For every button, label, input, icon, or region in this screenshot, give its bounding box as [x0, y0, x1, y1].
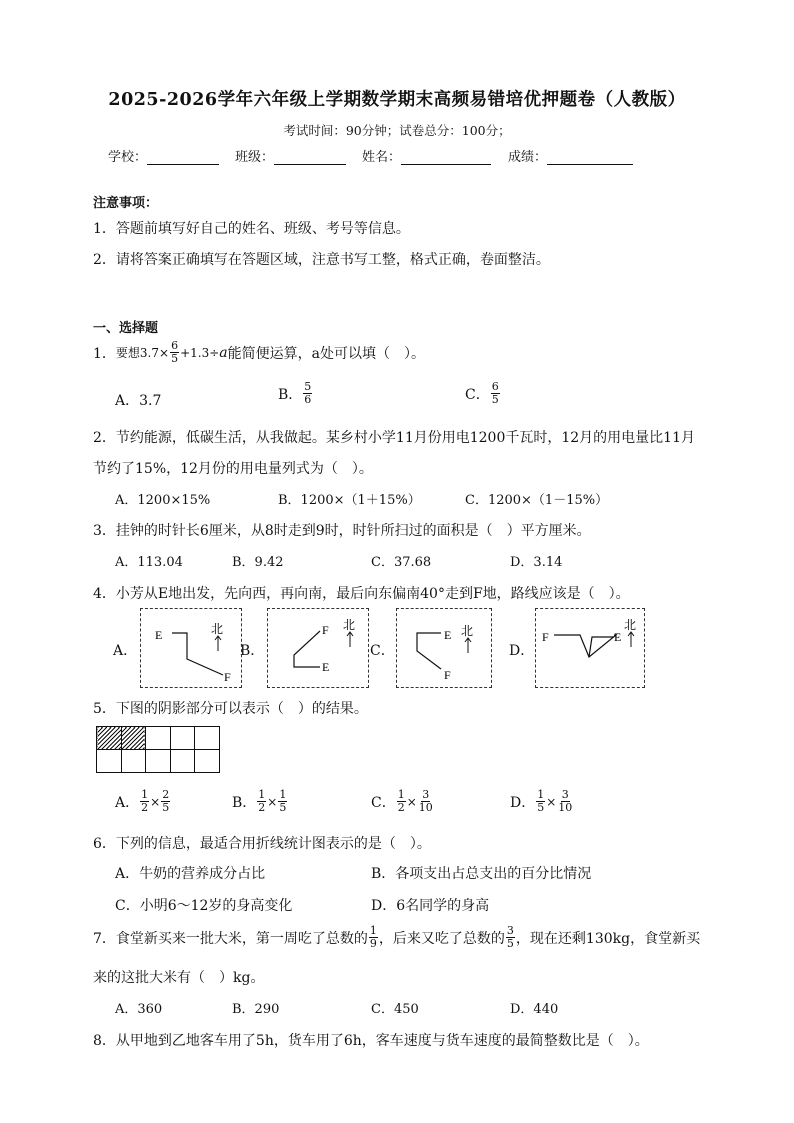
q2-option-b[interactable]: B．1200×（1＋15%） [278, 493, 421, 508]
grid-cell [170, 750, 195, 773]
question-3: 3．挂钟的时针长6厘米，从8时走到9时，时针所扫过的面积是（ ）平方厘米。 [93, 523, 591, 539]
fraction: $\frac{6}{5}$ [491, 380, 499, 406]
section-heading: 一、选择题 [93, 321, 159, 336]
question-7-line1: 7．食堂新买来一批大米，第一周吃了总数的 $\frac{1}{9}$ ，后来又吃了总数的 $\frac{3}{5}$ ，现在还剩130kg，食堂新买 [93, 924, 701, 950]
q4-option-a[interactable]: A． [113, 643, 138, 659]
label-e: E [614, 630, 622, 644]
q3-option-a[interactable]: A．113.04 [115, 555, 183, 570]
route-svg-b [268, 609, 368, 687]
q7-option-b[interactable]: B．290 [232, 1002, 280, 1017]
field-label: 成绩： [508, 150, 548, 165]
label-e: E [155, 628, 163, 642]
question-7-line2: 来的这批大米有（ ）kg。 [93, 970, 265, 986]
fraction: $\frac{5}{6}$ [304, 380, 312, 406]
question-2-line2: 节约了15%，12月份的用电量列式为（ ）。 [93, 461, 373, 477]
fraction: $\frac{3}{5}$ [506, 924, 514, 950]
question-number: 1． [93, 345, 116, 362]
grid-cell-shaded [97, 727, 122, 750]
route-figure-d [535, 608, 645, 688]
q6-option-b[interactable]: B．各项支出占总支出的百分比情况 [371, 866, 592, 882]
q7-option-d[interactable]: D．440 [510, 1002, 559, 1017]
q5-option-d[interactable]: D． $\frac{1}{5}$ × $\frac{3}{10}$ [510, 788, 573, 814]
q6-option-c[interactable]: C．小明6～12岁的身高变化 [115, 898, 293, 914]
note-item: 2．请将答案正确填写在答题区域，注意书写工整，格式正确，卷面整洁。 [93, 252, 550, 268]
page-title: 2025-2026学年六年级上学期数学期末高频易错培优押题卷（人教版） [108, 90, 686, 110]
north-label: 北 [624, 618, 637, 632]
q2-option-a[interactable]: A．1200×15% [115, 493, 211, 508]
q5-option-a[interactable]: A． $\frac{1}{2}$ × $\frac{2}{5}$ [115, 788, 170, 814]
route-svg-a [141, 609, 241, 687]
north-label: 北 [343, 618, 356, 632]
school-blank[interactable] [147, 150, 219, 165]
grid-cell-shaded [121, 727, 146, 750]
q4-option-b[interactable]: B． [240, 643, 265, 659]
route-svg-d [536, 609, 644, 687]
grid-cell [195, 750, 220, 773]
note-item: 1．答题前填写好自己的姓名、班级、考号等信息。 [93, 221, 410, 237]
grid-cell [146, 727, 171, 750]
field-name [362, 146, 491, 165]
variable-a: a [219, 344, 228, 361]
expr-part: 要想3.7× [115, 346, 170, 360]
question-8: 8．从甲地到乙地客车用了5h，货车用了6h，客车速度与货车速度的最简整数比是（ ）。 [93, 1033, 649, 1049]
question-5: 5．下图的阴影部分可以表示（ ）的结果。 [93, 701, 368, 717]
q6-option-d[interactable]: D．6名同学的身高 [371, 898, 490, 914]
q7-option-c[interactable]: C．450 [371, 1002, 419, 1017]
q5-option-c[interactable]: C． $\frac{1}{2}$ × $\frac{3}{10}$ [371, 788, 433, 814]
field-label: 学校： [108, 150, 148, 165]
label-e: E [322, 660, 330, 674]
q4-option-d[interactable]: D． [509, 643, 535, 659]
name-blank[interactable] [401, 150, 491, 165]
q2-option-c[interactable]: C．1200×（1－15%） [465, 493, 609, 508]
q1-option-a[interactable]: A．3.7 [115, 393, 162, 409]
label-f: F [444, 668, 451, 682]
question-1 [93, 340, 425, 365]
q6-option-a[interactable]: A．牛奶的营养成分占比 [115, 866, 266, 882]
notes-heading: 注意事项： [93, 196, 159, 211]
field-score [508, 146, 633, 165]
route-figure-a [140, 608, 242, 688]
grid-cell [97, 750, 122, 773]
class-blank[interactable] [274, 150, 346, 165]
field-school [108, 146, 219, 165]
route-figure-b [267, 608, 369, 688]
label-e: E [444, 628, 452, 642]
q3-option-d[interactable]: D．3.14 [510, 555, 563, 570]
label-f: F [224, 670, 231, 684]
field-class [235, 146, 346, 165]
q5-option-b[interactable]: B． $\frac{1}{2}$ × $\frac{1}{5}$ [232, 788, 287, 814]
fraction: $\frac{1}{9}$ [369, 924, 377, 950]
question-6: 6．下列的信息，最适合用折线统计图表示的是（ ）。 [93, 836, 431, 852]
field-label: 姓名： [362, 150, 402, 165]
label-f: F [322, 623, 329, 637]
route-figure-c [396, 608, 492, 688]
q3-option-b[interactable]: B．9.42 [232, 555, 284, 570]
shaded-grid [96, 726, 220, 774]
question-text: 能简便运算，a处可以填（ ）。 [227, 345, 425, 362]
q3-option-c[interactable]: C．37.68 [371, 555, 432, 570]
grid-cell [195, 727, 220, 750]
score-blank[interactable] [547, 150, 633, 165]
fraction: $\frac{6}{5}$ [171, 339, 179, 365]
grid-cell [121, 750, 146, 773]
grid-cell [146, 750, 171, 773]
question-4: 4．小芳从E地出发，先向西，再向南，最后向东偏南40°走到F地，路线应该是（ ）。 [93, 586, 630, 602]
q1-option-c[interactable]: C． $\frac{6}{5}$ [465, 380, 499, 406]
label-f: F [542, 630, 549, 644]
q7-option-a[interactable]: A．360 [115, 1002, 163, 1017]
q4-option-c[interactable]: C． [370, 643, 395, 659]
question-2-line1: 2．节约能源，低碳生活，从我做起。某乡村小学11月份用电1200千瓦时，12月的用电量比11月 [93, 430, 695, 446]
field-label: 班级： [235, 150, 275, 165]
q1-option-b[interactable]: B． $\frac{5}{6}$ [278, 380, 312, 406]
exam-subtitle: 考试时间：90分钟；试卷总分：100分； [283, 123, 511, 138]
grid-cell [170, 727, 195, 750]
route-svg-c [397, 609, 491, 687]
north-label: 北 [461, 624, 474, 638]
expr-part: +1.3÷ [180, 345, 220, 360]
north-label: 北 [211, 622, 224, 636]
